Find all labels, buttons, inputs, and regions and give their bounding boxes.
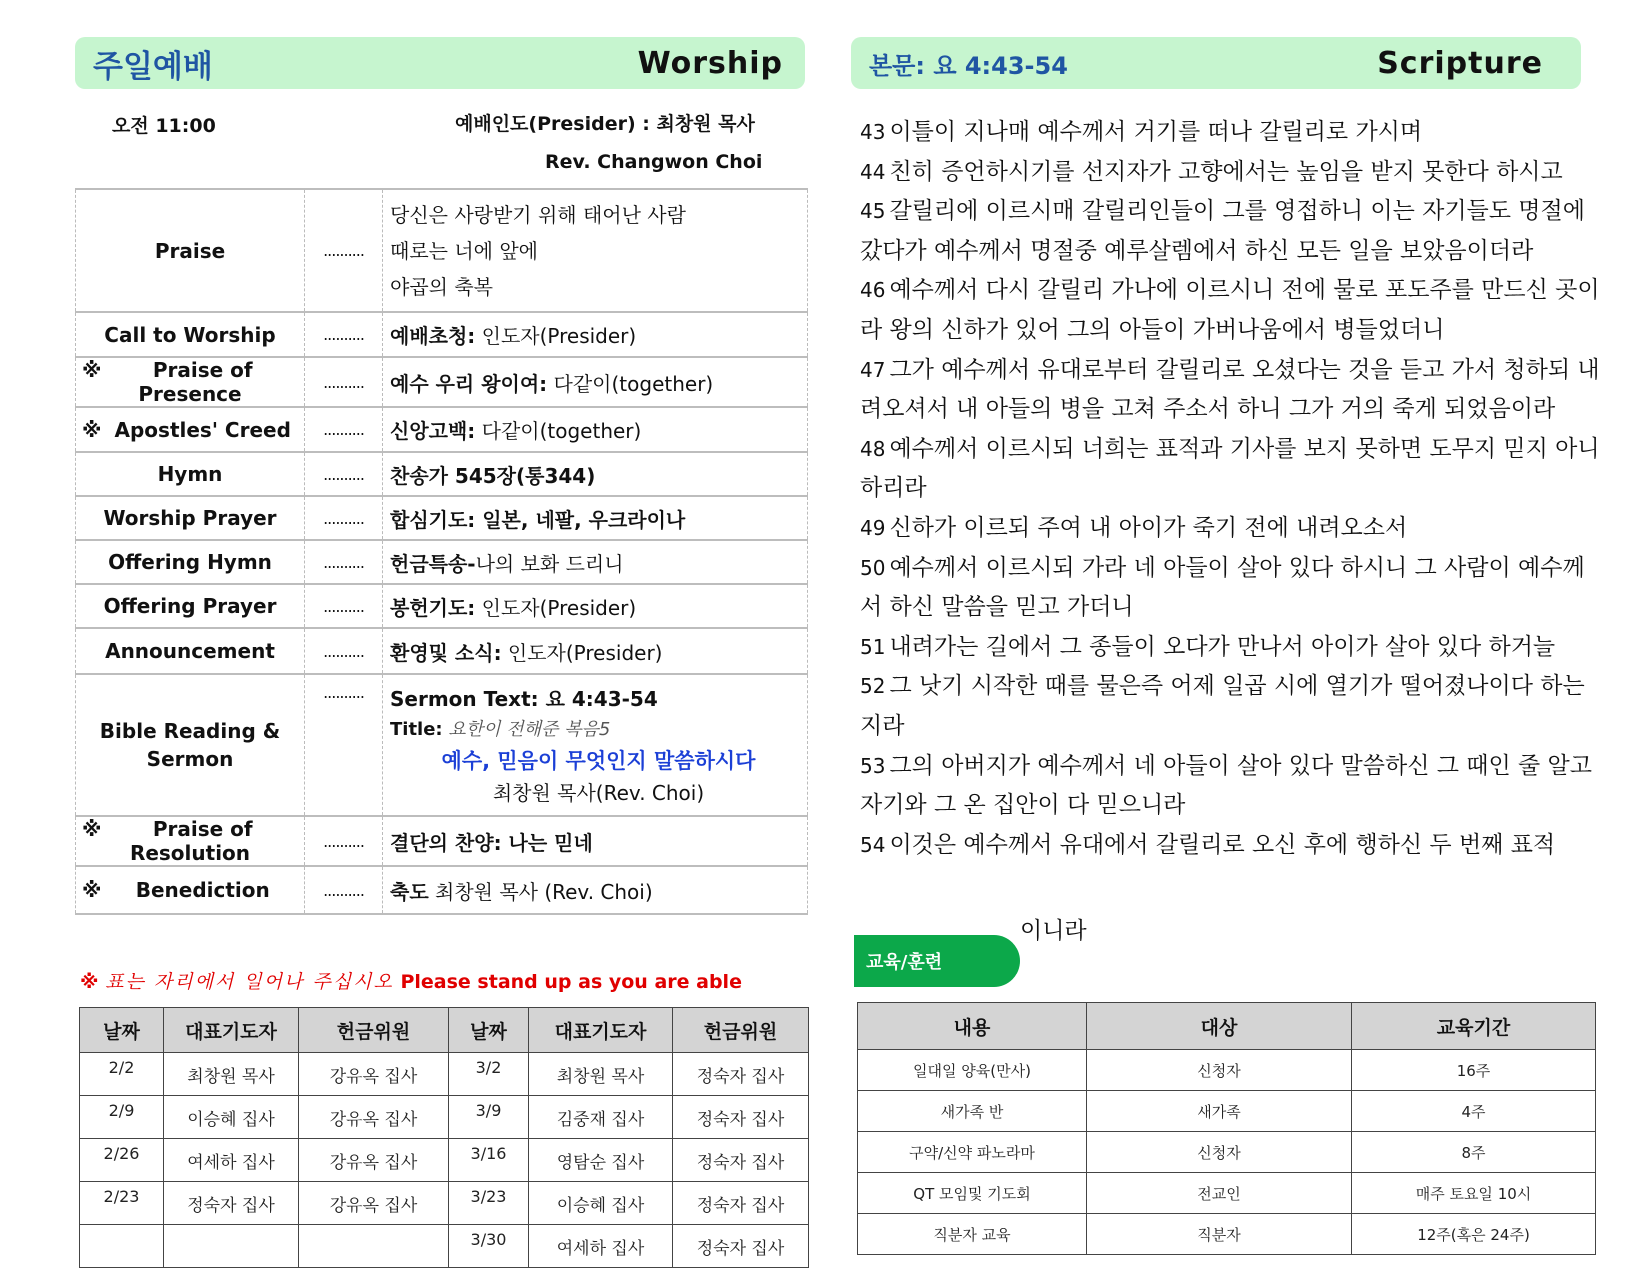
sermon-title-line [390,716,807,744]
order-item-bold: 결단의 찬양: 나는 믿네 [390,830,593,855]
education-tab: 교육/훈련 [854,935,1020,987]
worship-header [75,37,805,89]
table-row [858,1132,1596,1173]
order-label-cell [76,866,305,914]
verse-number: 49 [860,515,886,540]
leader-dots: .......... [305,674,383,816]
leader-dots: .......... [305,357,383,407]
scripture-header [851,37,1581,89]
verse-number: 45 [860,199,886,224]
stand-mark: ※ [82,358,102,382]
order-label: Worship Prayer [76,496,305,540]
order-row-prayer [76,496,808,540]
order-label: Praise of Presence [138,358,253,406]
order-label: Offering Hymn [76,540,305,584]
verse-text: 내려가는 길에서 그 종들이 오다가 만나서 아이가 살아 있다 하거늘 [889,633,1556,660]
order-row-benediction [76,866,808,914]
verse-text: 예수께서 다시 갈릴리 가나에 이르시니 전에 물로 포도주를 만드신 곳이라 왕의 신하가 있어 그의 아들이 가버나움에서 병들었더니 [860,277,1600,343]
notice-korean: 표는 자리에서 일어나 주십시오 [105,971,394,993]
table-row [80,1096,809,1139]
table-row [858,1050,1596,1091]
verse-text: 갈릴리에 이르시매 갈릴리인들이 그를 영접하니 이는 자기들도 명절에 갔다가 예수께서 명절중 예루살렘에서 하신 모든 일을 보았음이더라 [860,198,1585,264]
verse-text: 신하가 이르되 주여 내 아이가 죽기 전에 내려오소서 [889,514,1408,541]
sermon-content [383,674,808,816]
leader-dots: .......... [305,816,383,866]
order-label: Hymn [76,452,305,496]
stand-notice [80,967,742,994]
order-content [383,628,808,674]
table-cell: 여세하 집사 [529,1225,673,1268]
verse-number: 50 [860,555,886,580]
notice-mark: ※ [80,971,99,993]
order-label-cell [76,357,305,407]
order-row-presence [76,357,808,407]
verse-number: 47 [860,357,886,382]
table-cell: 강유옥 집사 [299,1139,449,1182]
order-label: Praise of Resolution [129,817,253,865]
table-cell: 정숙자 집사 [164,1182,299,1225]
table-row [80,1225,809,1268]
order-row-announcement [76,628,808,674]
verse [860,667,1600,746]
table-header-row [80,1008,809,1053]
table-cell: 정숙자 집사 [673,1225,809,1268]
table-cell: 정숙자 집사 [673,1053,809,1096]
verse-text: 예수께서 이르시되 너희는 표적과 기사를 보지 못하면 도무지 믿지 아니하리라 [860,435,1600,502]
worship-title-en: Worship [637,45,783,81]
order-row-creed [76,407,808,452]
service-time: 오전 11:00 [112,115,216,137]
order-item-text: 인도자(Presider) [475,595,637,620]
order-label-cell [76,407,305,452]
verse-number: 54 [860,832,886,857]
order-row-sermon [76,674,808,816]
order-item-bold: 예수 우리 왕이여: [390,371,548,396]
column-header: 헌금위원 [299,1008,449,1053]
table-cell: 12주(혹은 24주) [1352,1214,1596,1255]
verse-number: 43 [860,120,886,144]
order-item-text: 나의 보화 드리니 [475,551,624,576]
table-cell: 새가족 반 [858,1091,1087,1132]
table-cell: 직분자 [1087,1214,1352,1255]
verse-text: 이것은 예수께서 유대에서 갈릴리로 오신 후에 행하신 두 번째 표적 [889,831,1556,858]
table-row [80,1053,809,1096]
order-content [383,816,808,866]
order-label: Benediction [135,878,270,902]
table-cell: 새가족 [1087,1091,1352,1132]
order-item-bold: 신앙고백: [390,419,476,443]
order-content [383,540,808,584]
table-cell: 정숙자 집사 [673,1139,809,1182]
column-header: 대표기도자 [529,1008,673,1053]
column-header: 내용 [858,1003,1087,1050]
table-cell: 최창원 목사 [164,1053,299,1096]
order-item-text: 최창원 목사 (Rev. Choi) [428,879,653,904]
table-cell: 강유옥 집사 [299,1182,449,1225]
leader-dots: .......... [305,407,383,452]
table-cell: 정숙자 집사 [673,1096,809,1139]
duty-roster-table [79,1007,809,1268]
leader-dots: .......... [305,189,383,312]
table-cell: 영탐순 집사 [529,1139,673,1182]
order-label: Sermon [146,747,234,771]
table-cell: 직분자 교육 [858,1214,1087,1255]
verse-number: 51 [860,634,886,659]
table-cell: 3/23 [449,1182,529,1225]
order-row-call [76,312,808,357]
order-item-text: 인도자(Presider) [501,640,663,665]
table-cell [299,1225,449,1268]
table-header-row [858,1003,1596,1050]
verse [860,271,1600,350]
verse [860,826,1600,866]
sermon-title: 요한이 전해준 복음5 [448,719,611,740]
verse [860,628,1600,668]
table-cell: QT 모임및 기도회 [858,1173,1087,1214]
table-cell: 구약/신약 파노라마 [858,1132,1087,1173]
order-of-worship [75,188,808,915]
verse-text: 친히 증언하시기를 선지자가 고향에서는 높임을 받지 못한다 하시고 [889,158,1563,185]
verse-number: 52 [860,674,886,699]
table-row [80,1139,809,1182]
scripture-passage [860,113,1600,865]
table-cell: 2/2 [80,1053,164,1096]
verse-number: 46 [860,278,886,303]
order-item-bold: 축도 [390,879,429,904]
order-item-text: 인도자(Presider) [475,324,637,348]
table-cell: 정숙자 집사 [673,1182,809,1225]
table-cell: 3/9 [449,1096,529,1139]
table-row [80,1182,809,1225]
order-item-bold: 봉헌기도: [390,595,476,620]
order-label: Apostles' Creed [114,417,291,442]
leader-dots: .......... [305,628,383,674]
notice-english: Please stand up as you are able [400,971,742,993]
table-cell: 2/9 [80,1096,164,1139]
order-row-resolution [76,816,808,866]
order-row-praise [76,189,808,312]
table-cell: 매주 토요일 10시 [1352,1173,1596,1214]
order-item-bold: 예배초청: [390,324,476,348]
table-cell: 신청자 [1087,1050,1352,1091]
order-label: Offering Prayer [76,584,305,628]
leader-dots: .......... [305,584,383,628]
column-header: 대표기도자 [164,1008,299,1053]
table-cell: 최창원 목사 [529,1053,673,1096]
sermon-text: Sermon Text: 요 4:43-54 [390,687,658,711]
table-row [858,1091,1596,1132]
column-header: 교육기간 [1352,1003,1596,1050]
order-content [383,312,808,357]
order-row-offering-hymn [76,540,808,584]
sermon-title-label: Title: [390,719,443,740]
order-label: Bible Reading & [99,719,281,743]
column-header: 날짜 [80,1008,164,1053]
table-cell: 8주 [1352,1132,1596,1173]
table-cell: 이승혜 집사 [529,1182,673,1225]
presider-line: 예배인도(Presider) : 최창원 목사 [455,113,755,135]
praise-song: 당신은 사랑받기 위해 태어난 사람 [390,202,686,227]
verse-text: 그 낫기 시작한 때를 물은즉 어제 일곱 시에 열기가 떨어졌나이다 하는지라 [860,673,1585,739]
leader-dots: .......... [305,866,383,914]
table-cell: 전교인 [1087,1173,1352,1214]
stand-mark: ※ [82,417,102,442]
praise-song: 때로는 너에 앞에 [390,238,538,263]
table-cell: 강유옥 집사 [299,1096,449,1139]
verse [860,351,1600,430]
order-content [383,866,808,914]
verse-text: 이틀이 지나매 예수께서 거기를 떠나 갈릴리로 가시며 [889,119,1423,145]
verse [860,747,1600,826]
sermon-headline: 예수, 믿음이 무엇인지 말씀하시다 [441,749,756,773]
worship-title-ko: 주일예배 [93,48,213,85]
order-content [383,584,808,628]
leader-dots: .......... [305,496,383,540]
table-cell: 3/2 [449,1053,529,1096]
order-label: Call to Worship [76,312,305,357]
order-item-bold: 합심기도: 일본, 네팔, 우크라이나 [390,507,686,532]
table-cell: 이승혜 집사 [164,1096,299,1139]
order-item-bold: 헌금특송- [390,551,476,576]
scripture-title-en: Scripture [1377,45,1543,81]
table-cell: 일대일 양육(만사) [858,1050,1087,1091]
table-cell [164,1225,299,1268]
verse-number: 48 [860,436,886,461]
verse [860,509,1600,549]
table-cell: 2/26 [80,1139,164,1182]
table-cell: 3/30 [449,1225,529,1268]
order-label-cell [76,674,305,816]
verse-text: 예수께서 이르시되 가라 네 아들이 살아 있다 하시니 그 사람이 예수께서 하신 말씀을 믿고 가더니 [860,554,1585,621]
table-cell: 여세하 집사 [164,1139,299,1182]
verse [860,153,1600,193]
scripture-reference: 본문: 요 4:43-54 [869,51,1068,80]
verse [860,192,1600,271]
table-cell: 강유옥 집사 [299,1053,449,1096]
verse-continuation: 이니라 [1020,918,1087,944]
table-cell: 2/23 [80,1182,164,1225]
order-item-text: 다같이(together) [547,371,714,396]
order-label-cell [76,816,305,866]
leader-dots: .......... [305,540,383,584]
table-row [858,1214,1596,1255]
verse-number: 53 [860,753,886,778]
order-content [383,407,808,452]
order-label: Praise [76,189,305,312]
order-content [383,452,808,496]
table-cell: 김중재 집사 [529,1096,673,1139]
leader-dots: .......... [305,312,383,357]
order-row-offering-prayer [76,584,808,628]
column-header: 대상 [1087,1003,1352,1050]
column-header: 헌금위원 [673,1008,809,1053]
order-item-bold: 환영및 소식: [390,640,502,665]
sermon-preacher: 최창원 목사(Rev. Choi) [492,781,705,805]
verse [860,549,1600,628]
column-header: 날짜 [449,1008,529,1053]
order-item-text: 다같이(together) [475,419,642,443]
order-content [383,357,808,407]
table-cell: 4주 [1352,1091,1596,1132]
order-label: Announcement [76,628,305,674]
education-table [857,1002,1596,1255]
praise-songs [383,189,808,312]
presider-english: Rev. Changwon Choi [545,151,763,173]
verse-text: 그가 예수께서 유대로부터 갈릴리로 오셨다는 것을 듣고 가서 청하되 내려오셔서 내 아들의 병을 고쳐 주소서 하니 그가 거의 죽게 되었음이라 [860,356,1600,423]
verse-text: 그의 아버지가 예수께서 네 아들이 살아 있다 말씀하신 그 때인 줄 알고 자기와 그 온 집안이 다 믿으니라 [860,752,1592,819]
stand-mark: ※ [82,878,102,902]
table-cell [80,1225,164,1268]
praise-song: 야곱의 축복 [390,274,493,299]
order-item-bold: 찬송가 545장(통344) [390,463,596,488]
table-cell: 3/16 [449,1139,529,1182]
stand-mark: ※ [82,817,102,841]
verse [860,430,1600,509]
table-cell: 16주 [1352,1050,1596,1091]
verse [860,113,1600,153]
order-content [383,496,808,540]
table-row [858,1173,1596,1214]
order-row-hymn [76,452,808,496]
leader-dots: .......... [305,452,383,496]
verse-number: 44 [860,159,886,184]
table-cell: 신청자 [1087,1132,1352,1173]
